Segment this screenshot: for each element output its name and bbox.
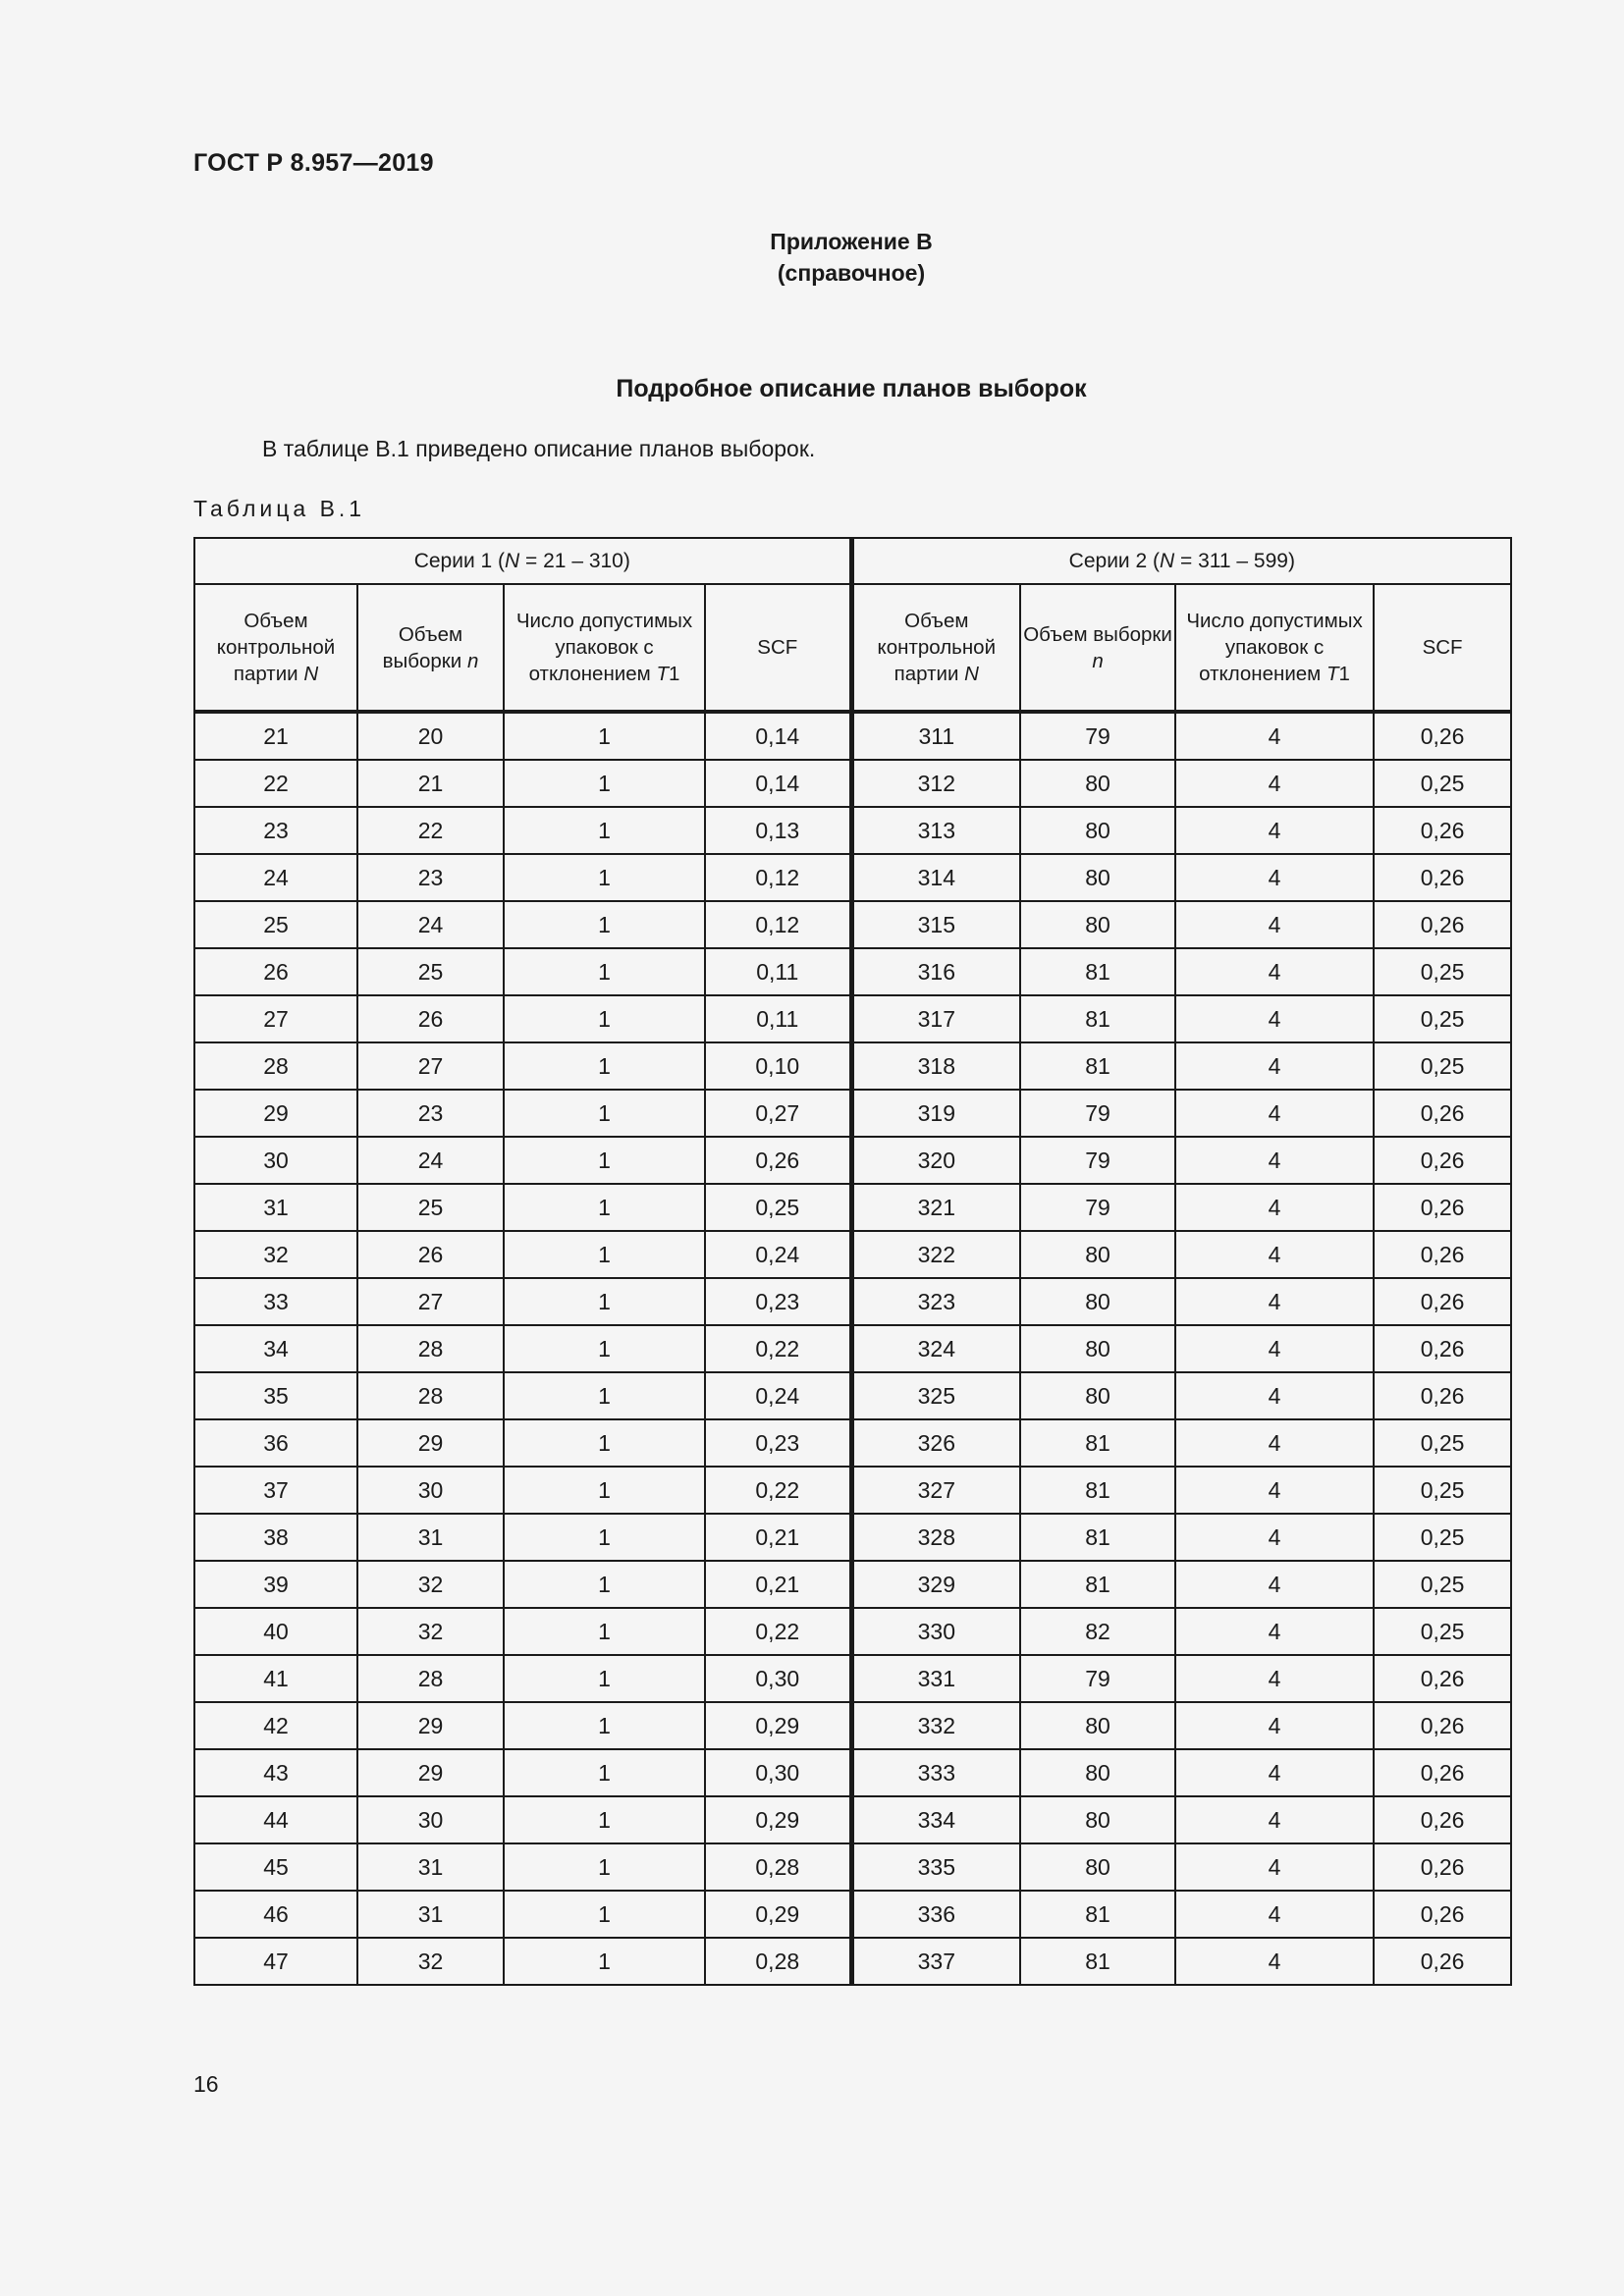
table-cell: 0,22 xyxy=(705,1325,851,1372)
table-row xyxy=(194,760,1511,807)
table-cell: 38 xyxy=(194,1514,357,1561)
table-cell: 0,26 xyxy=(705,1137,851,1184)
table-body xyxy=(194,712,1511,1985)
table-cell: 0,27 xyxy=(705,1090,851,1137)
table-row xyxy=(194,1090,1511,1137)
table-cell: 0,11 xyxy=(705,948,851,995)
table-cell: 29 xyxy=(357,1419,504,1467)
table-cell: 0,14 xyxy=(705,712,851,760)
table-cell: 0,23 xyxy=(705,1278,851,1325)
intro-text: В таблице В.1 приведено описание планов выборок. xyxy=(262,436,816,461)
table-cell: 34 xyxy=(194,1325,357,1372)
table-cell: 0,26 xyxy=(1374,1325,1511,1372)
table-cell: 81 xyxy=(1020,1467,1175,1514)
table-cell: 0,30 xyxy=(705,1749,851,1796)
table-cell: 0,29 xyxy=(705,1796,851,1843)
table-row xyxy=(194,1419,1511,1467)
table-cell: 1 xyxy=(504,1184,705,1231)
document-code: ГОСТ Р 8.957—2019 xyxy=(193,149,434,177)
table-cell: 79 xyxy=(1020,1184,1175,1231)
table-cell: 0,26 xyxy=(1374,1938,1511,1985)
table-cell: 30 xyxy=(194,1137,357,1184)
table-cell: 80 xyxy=(1020,807,1175,854)
table-cell: 1 xyxy=(504,1090,705,1137)
table-cell: 0,11 xyxy=(705,995,851,1042)
table-cell: 4 xyxy=(1175,1843,1374,1891)
table-cell: 29 xyxy=(357,1702,504,1749)
table-cell: 81 xyxy=(1020,1042,1175,1090)
table-cell: 0,26 xyxy=(1374,854,1511,901)
table-cell: 0,26 xyxy=(1374,807,1511,854)
table-cell: 32 xyxy=(357,1608,504,1655)
table-row xyxy=(194,712,1511,760)
table-row xyxy=(194,807,1511,854)
table-cell: 316 xyxy=(851,948,1020,995)
table-cell: 0,25 xyxy=(1374,1561,1511,1608)
table-cell: 1 xyxy=(504,1514,705,1561)
table-cell: 0,30 xyxy=(705,1655,851,1702)
table-cell: 0,26 xyxy=(1374,1090,1511,1137)
table-cell: 1 xyxy=(504,1796,705,1843)
table-cell: 28 xyxy=(194,1042,357,1090)
table-cell: 0,26 xyxy=(1374,901,1511,948)
table-cell: 0,26 xyxy=(1374,1702,1511,1749)
table-cell: 0,25 xyxy=(1374,1042,1511,1090)
table-cell: 24 xyxy=(357,1137,504,1184)
table-cell: 27 xyxy=(194,995,357,1042)
table-cell: 80 xyxy=(1020,1325,1175,1372)
series-2-header: Серии 2 (N = 311 – 599) xyxy=(851,538,1511,584)
table-cell: 37 xyxy=(194,1467,357,1514)
table-cell: 1 xyxy=(504,1891,705,1938)
table-cell: 0,24 xyxy=(705,1372,851,1419)
table-cell: 25 xyxy=(357,1184,504,1231)
table-cell: 80 xyxy=(1020,1231,1175,1278)
table-cell: 4 xyxy=(1175,1796,1374,1843)
table-cell: 0,26 xyxy=(1374,1184,1511,1231)
table-cell: 4 xyxy=(1175,1467,1374,1514)
table-row xyxy=(194,1325,1511,1372)
table-cell: 0,29 xyxy=(705,1702,851,1749)
table-cell: 1 xyxy=(504,948,705,995)
table-row xyxy=(194,1843,1511,1891)
table-cell: 1 xyxy=(504,854,705,901)
table-cell: 80 xyxy=(1020,1372,1175,1419)
table-cell: 0,14 xyxy=(705,760,851,807)
table-cell: 81 xyxy=(1020,995,1175,1042)
table-cell: 4 xyxy=(1175,712,1374,760)
table-cell: 0,24 xyxy=(705,1231,851,1278)
table-row xyxy=(194,1655,1511,1702)
table-cell: 79 xyxy=(1020,1655,1175,1702)
table-cell: 25 xyxy=(194,901,357,948)
table-cell: 4 xyxy=(1175,1419,1374,1467)
table-cell: 4 xyxy=(1175,1042,1374,1090)
table-row xyxy=(194,1184,1511,1231)
table-cell: 327 xyxy=(851,1467,1020,1514)
table-cell: 79 xyxy=(1020,712,1175,760)
table-cell: 20 xyxy=(357,712,504,760)
table-cell: 0,21 xyxy=(705,1514,851,1561)
table-cell: 334 xyxy=(851,1796,1020,1843)
table-cell: 81 xyxy=(1020,948,1175,995)
table-cell: 29 xyxy=(194,1090,357,1137)
table-cell: 325 xyxy=(851,1372,1020,1419)
table-cell: 29 xyxy=(357,1749,504,1796)
table-cell: 44 xyxy=(194,1796,357,1843)
table-cell: 326 xyxy=(851,1419,1020,1467)
table-cell: 318 xyxy=(851,1042,1020,1090)
table-cell: 0,26 xyxy=(1374,1278,1511,1325)
table-cell: 80 xyxy=(1020,760,1175,807)
table-cell: 0,25 xyxy=(1374,1608,1511,1655)
table-row xyxy=(194,995,1511,1042)
table-cell: 26 xyxy=(357,1231,504,1278)
table-cell: 4 xyxy=(1175,1514,1374,1561)
table-cell: 0,26 xyxy=(1374,1231,1511,1278)
table-cell: 28 xyxy=(357,1655,504,1702)
table-caption: Таблица В.1 xyxy=(193,496,366,521)
section-title: Подробное описание планов выборок xyxy=(616,375,1087,402)
table-cell: 1 xyxy=(504,995,705,1042)
table-cell: 1 xyxy=(504,901,705,948)
table-row xyxy=(194,1231,1511,1278)
table-row xyxy=(194,1137,1511,1184)
table-cell: 32 xyxy=(357,1561,504,1608)
table-cell: 0,28 xyxy=(705,1938,851,1985)
table-cell: 31 xyxy=(357,1514,504,1561)
table-cell: 81 xyxy=(1020,1561,1175,1608)
table-cell: 0,26 xyxy=(1374,712,1511,760)
table-cell: 28 xyxy=(357,1372,504,1419)
table-cell: 4 xyxy=(1175,1749,1374,1796)
table-cell: 0,25 xyxy=(1374,1419,1511,1467)
table-cell: 4 xyxy=(1175,1608,1374,1655)
table-cell: 1 xyxy=(504,1372,705,1419)
table-cell: 1 xyxy=(504,712,705,760)
table-cell: 1 xyxy=(504,1938,705,1985)
table-cell: 22 xyxy=(357,807,504,854)
table-cell: 0,26 xyxy=(1374,1655,1511,1702)
table-row xyxy=(194,948,1511,995)
col-sample-size-2: Объем выборки n xyxy=(1020,584,1175,712)
table-cell: 31 xyxy=(194,1184,357,1231)
table-cell: 321 xyxy=(851,1184,1020,1231)
table-cell: 36 xyxy=(194,1419,357,1467)
table-cell: 1 xyxy=(504,1843,705,1891)
table-cell: 4 xyxy=(1175,1938,1374,1985)
table-cell: 28 xyxy=(357,1325,504,1372)
table-cell: 4 xyxy=(1175,1372,1374,1419)
table-cell: 30 xyxy=(357,1467,504,1514)
table-cell: 4 xyxy=(1175,1184,1374,1231)
table-cell: 0,23 xyxy=(705,1419,851,1467)
table-cell: 23 xyxy=(194,807,357,854)
table-cell: 81 xyxy=(1020,1938,1175,1985)
table-cell: 1 xyxy=(504,1561,705,1608)
table-cell: 312 xyxy=(851,760,1020,807)
table-cell: 0,25 xyxy=(1374,1467,1511,1514)
table-cell: 1 xyxy=(504,760,705,807)
table-cell: 81 xyxy=(1020,1514,1175,1561)
table-cell: 1 xyxy=(504,1137,705,1184)
table-cell: 313 xyxy=(851,807,1020,854)
table-row xyxy=(194,1608,1511,1655)
table-cell: 26 xyxy=(357,995,504,1042)
table-cell: 4 xyxy=(1175,1891,1374,1938)
table-cell: 337 xyxy=(851,1938,1020,1985)
table-cell: 0,26 xyxy=(1374,1749,1511,1796)
table-cell: 4 xyxy=(1175,1702,1374,1749)
table-cell: 1 xyxy=(504,1467,705,1514)
table-cell: 80 xyxy=(1020,1749,1175,1796)
table-cell: 80 xyxy=(1020,854,1175,901)
appendix-subtitle: (справочное) xyxy=(777,260,926,286)
table-cell: 0,13 xyxy=(705,807,851,854)
table-cell: 27 xyxy=(357,1042,504,1090)
table-cell: 22 xyxy=(194,760,357,807)
table-cell: 80 xyxy=(1020,1796,1175,1843)
table-cell: 4 xyxy=(1175,1561,1374,1608)
table-cell: 0,10 xyxy=(705,1042,851,1090)
table-row xyxy=(194,1749,1511,1796)
table-cell: 311 xyxy=(851,712,1020,760)
table-cell: 1 xyxy=(504,1278,705,1325)
table-cell: 332 xyxy=(851,1702,1020,1749)
table-cell: 81 xyxy=(1020,1419,1175,1467)
table-cell: 27 xyxy=(357,1278,504,1325)
table-cell: 82 xyxy=(1020,1608,1175,1655)
table-cell: 4 xyxy=(1175,854,1374,901)
col-allowed-2: Число допустимых упаковок с отклонением T1 xyxy=(1175,584,1374,712)
table-row xyxy=(194,1561,1511,1608)
table-row xyxy=(194,1938,1511,1985)
table-cell: 0,26 xyxy=(1374,1372,1511,1419)
table-cell: 0,26 xyxy=(1374,1137,1511,1184)
table-cell: 0,26 xyxy=(1374,1891,1511,1938)
table-row xyxy=(194,1372,1511,1419)
table-row xyxy=(194,1042,1511,1090)
table-cell: 0,25 xyxy=(1374,760,1511,807)
table-cell: 1 xyxy=(504,1702,705,1749)
table-cell: 0,25 xyxy=(1374,995,1511,1042)
table-cell: 315 xyxy=(851,901,1020,948)
table-cell: 24 xyxy=(357,901,504,948)
col-scf-1: SCF xyxy=(705,584,851,712)
table-cell: 329 xyxy=(851,1561,1020,1608)
table-cell: 1 xyxy=(504,1325,705,1372)
table-cell: 46 xyxy=(194,1891,357,1938)
table-cell: 0,25 xyxy=(1374,1514,1511,1561)
col-scf-2: SCF xyxy=(1374,584,1511,712)
table-cell: 4 xyxy=(1175,1655,1374,1702)
page-number: 16 xyxy=(193,2071,219,2097)
table-cell: 33 xyxy=(194,1278,357,1325)
table-row xyxy=(194,1467,1511,1514)
table-row xyxy=(194,854,1511,901)
table-cell: 4 xyxy=(1175,807,1374,854)
table-cell: 0,26 xyxy=(1374,1843,1511,1891)
table-cell: 0,25 xyxy=(705,1184,851,1231)
table-cell: 23 xyxy=(357,854,504,901)
table-cell: 26 xyxy=(194,948,357,995)
table-cell: 1 xyxy=(504,1042,705,1090)
table-cell: 43 xyxy=(194,1749,357,1796)
table-cell: 0,25 xyxy=(1374,948,1511,995)
table-row xyxy=(194,901,1511,948)
table-cell: 331 xyxy=(851,1655,1020,1702)
table-cell: 0,21 xyxy=(705,1561,851,1608)
table-cell: 1 xyxy=(504,1231,705,1278)
table-cell: 4 xyxy=(1175,760,1374,807)
table-cell: 0,29 xyxy=(705,1891,851,1938)
table-cell: 320 xyxy=(851,1137,1020,1184)
table-cell: 45 xyxy=(194,1843,357,1891)
table-cell: 1 xyxy=(504,1749,705,1796)
table-cell: 328 xyxy=(851,1514,1020,1561)
table-cell: 324 xyxy=(851,1325,1020,1372)
table-cell: 0,22 xyxy=(705,1608,851,1655)
table-cell: 79 xyxy=(1020,1090,1175,1137)
table-cell: 1 xyxy=(504,1608,705,1655)
table-cell: 21 xyxy=(357,760,504,807)
table-cell: 4 xyxy=(1175,1325,1374,1372)
appendix-title: Приложение В xyxy=(770,229,933,254)
table-cell: 314 xyxy=(851,854,1020,901)
table-cell: 4 xyxy=(1175,1278,1374,1325)
table-cell: 0,12 xyxy=(705,901,851,948)
table-cell: 4 xyxy=(1175,1231,1374,1278)
table-cell: 79 xyxy=(1020,1137,1175,1184)
sampling-plans-table xyxy=(193,537,1512,1986)
table-cell: 24 xyxy=(194,854,357,901)
table-cell: 81 xyxy=(1020,1891,1175,1938)
table-row xyxy=(194,1796,1511,1843)
table-cell: 80 xyxy=(1020,1843,1175,1891)
table-cell: 30 xyxy=(357,1796,504,1843)
table-cell: 0,22 xyxy=(705,1467,851,1514)
table-row xyxy=(194,1702,1511,1749)
table-cell: 1 xyxy=(504,1419,705,1467)
table-cell: 39 xyxy=(194,1561,357,1608)
table-cell: 1 xyxy=(504,1655,705,1702)
table-cell: 323 xyxy=(851,1278,1020,1325)
table-cell: 322 xyxy=(851,1231,1020,1278)
table-cell: 330 xyxy=(851,1608,1020,1655)
table-cell: 42 xyxy=(194,1702,357,1749)
table-cell: 336 xyxy=(851,1891,1020,1938)
table-cell: 335 xyxy=(851,1843,1020,1891)
table-cell: 317 xyxy=(851,995,1020,1042)
col-allowed-1: Число допустимых упаковок с отклонением T1 xyxy=(504,584,705,712)
table-cell: 23 xyxy=(357,1090,504,1137)
table-cell: 35 xyxy=(194,1372,357,1419)
table-cell: 4 xyxy=(1175,901,1374,948)
series-1-header: Серии 1 (N = 21 – 310) xyxy=(194,538,851,584)
table-row xyxy=(194,1891,1511,1938)
table-cell: 333 xyxy=(851,1749,1020,1796)
table-cell: 80 xyxy=(1020,901,1175,948)
table-cell: 4 xyxy=(1175,995,1374,1042)
table-cell: 32 xyxy=(194,1231,357,1278)
col-lot-size-1: Объем контрольной партии N xyxy=(194,584,357,712)
table-row xyxy=(194,1514,1511,1561)
table-cell: 40 xyxy=(194,1608,357,1655)
table-cell: 21 xyxy=(194,712,357,760)
table-cell: 4 xyxy=(1175,1137,1374,1184)
table-cell: 0,12 xyxy=(705,854,851,901)
table-cell: 31 xyxy=(357,1891,504,1938)
table-cell: 32 xyxy=(357,1938,504,1985)
table-cell: 31 xyxy=(357,1843,504,1891)
table-cell: 4 xyxy=(1175,1090,1374,1137)
col-lot-size-2: Объем контрольной партии N xyxy=(851,584,1020,712)
appendix-heading xyxy=(0,226,1624,289)
table-cell: 4 xyxy=(1175,948,1374,995)
table-cell: 80 xyxy=(1020,1702,1175,1749)
table-cell: 80 xyxy=(1020,1278,1175,1325)
table-cell: 41 xyxy=(194,1655,357,1702)
table-cell: 47 xyxy=(194,1938,357,1985)
table-cell: 1 xyxy=(504,807,705,854)
table-cell: 25 xyxy=(357,948,504,995)
col-sample-size-1: Объем выборки n xyxy=(357,584,504,712)
table-cell: 319 xyxy=(851,1090,1020,1137)
table-cell: 0,28 xyxy=(705,1843,851,1891)
table-row xyxy=(194,1278,1511,1325)
table-cell: 0,26 xyxy=(1374,1796,1511,1843)
